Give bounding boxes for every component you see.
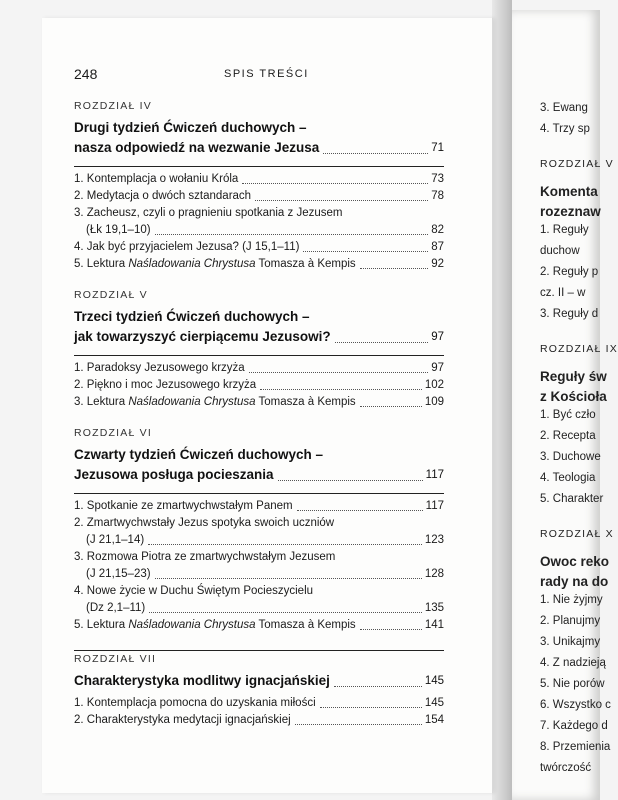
page-ref: 141 [424,619,444,631]
table-of-contents [74,100,444,745]
right-page-fragment: 3. Unikajmy [540,636,601,648]
page-ref: 102 [424,379,444,391]
toc-entry [74,712,444,729]
chapter-block [74,427,444,634]
right-page-fragment: ROZDZIAŁ X [540,528,614,540]
chapter-title [74,307,444,347]
chapter-title-line [74,138,444,158]
entry-text: 1. Paradoksy Jezusowego krzyża [74,362,245,374]
page-header [74,66,474,86]
right-page-fragment: 5. Nie porów [540,678,605,690]
chapter-title [74,445,444,485]
dot-leader [255,200,428,201]
toc-entry [74,532,444,549]
right-page-fragment: 1. Nie żyjmy [540,594,603,606]
entry-line: 2. Zmartwychwstały Jezus spotyka swoich uczniów [74,517,335,529]
chapter-entries [74,360,444,411]
book-gutter [492,0,512,800]
toc-entry [74,171,444,188]
toc-entry [74,256,444,273]
entry-line: 4. Nowe życie w Duchu Świętym Pocieszycielu [74,585,314,597]
entry-text: 5. Lektura Naśladowania Chrystusa Tomasza à Kempis [74,258,356,270]
entry-text: 1. Kontemplacja o wołaniu Króla [74,173,239,185]
chapter-block [74,650,444,729]
right-page-fragment: duchow [540,245,580,257]
entry-text: jak towarzyszyć cierpiącemu Jezusowi? [74,329,331,344]
chapter-title-line [74,465,444,485]
chapter-rule [74,493,444,494]
dot-leader [303,251,428,252]
right-page-fragment: 2. Planujmy [540,615,601,627]
page-ref: 117 [425,469,444,481]
toc-entry [74,377,444,394]
entry-text: (Dz 2,1–11) [86,602,146,614]
chapter-rule [74,166,444,167]
chapter-title [74,671,444,691]
right-page-fragment: rady na do [540,574,609,589]
entry-text: Charakterystyka modlitwy ignacjańskiej [74,673,330,688]
dot-leader [242,183,428,184]
italic-title: Naśladowania Chrystusa [128,619,256,631]
right-page-fragment: ROZDZIAŁ IX [540,343,618,355]
chapter-entries [74,171,444,273]
right-page-fragment: 3. Duchowe [540,451,601,463]
toc-entry [74,600,444,617]
page-ref: 109 [424,396,444,408]
right-page-fragment: Owoc reko [540,554,610,569]
entry-text: 5. Lektura Naśladowania Chrystusa Tomasza à Kempis [74,619,356,631]
chapter-label: ROZDZIAŁ VI [74,427,152,439]
page-ref: 123 [424,534,444,546]
page-ref: 92 [431,258,444,270]
italic-title: Naśladowania Chrystusa [128,258,256,270]
toc-entry [74,222,444,239]
entry-text: 2. Piękno i moc Jezusowego krzyża [74,379,257,391]
entry-text: (J 21,15–23) [86,568,151,580]
entry-line: 3. Rozmowa Piotra ze zmartwychwstałym Jezusem [74,551,336,563]
right-page-fragment: 6. Wszystko c [540,699,611,711]
entry-text: 2. Medytacja o dwóch sztandarach [74,190,252,202]
page-ref: 128 [424,568,444,580]
dot-leader [360,268,429,269]
dot-leader [155,234,429,235]
toc-entry [74,239,444,256]
right-page-fragment: cz. II – w [540,287,586,299]
toc-entry [74,498,444,515]
right-page-fragment: twórczość [540,762,592,774]
page-ref: 82 [431,224,444,236]
dot-leader [320,707,422,708]
right-page-fragment: 5. Charakter [540,493,604,505]
dot-leader [334,686,422,687]
right-page-fragment: Reguły św [540,369,607,384]
right-page-fragment: ROZDZIAŁ V [540,158,614,170]
page-ref: 117 [425,500,444,512]
chapter-title-line [74,671,444,691]
toc-entry [74,360,444,377]
entry-text: 3. Lektura Naśladowania Chrystusa Tomasza à Kempis [74,396,356,408]
page-ref: 73 [431,173,444,185]
right-page-fragment: 4. Z nadzieją [540,657,606,669]
right-page [512,10,618,800]
dot-leader [297,510,423,511]
page-number: 248 [74,66,98,82]
entry-text: 4. Jak być przyjacielem Jezusa? (J 15,1–11) [74,241,300,253]
chapter-label: ROZDZIAŁ IV [74,100,152,112]
page-ref: 97 [431,362,444,374]
chapter-title-line: Drugi tydzień Ćwiczeń duchowych – [74,120,307,135]
dot-leader [360,406,422,407]
dot-leader [149,612,422,613]
dot-leader [278,480,423,481]
chapter-label: ROZDZIAŁ VII [74,653,157,665]
toc-entry [74,394,444,411]
toc-entry [74,695,444,712]
dot-leader [323,153,428,154]
entry-text: 1. Spotkanie ze zmartwychwstałym Panem [74,500,293,512]
dot-leader [260,389,422,390]
right-page-fragment: 2. Recepta [540,430,596,442]
right-page-fragment: 7. Każdego d [540,720,608,732]
chapter-block [74,289,444,411]
entry-text: nasza odpowiedź na wezwanie Jezusa [74,140,320,155]
right-page-fragment: rozeznaw [540,204,601,219]
chapter-block [74,100,444,273]
page-ref: 71 [431,142,444,154]
right-page-fragment: z Kościoła [540,389,607,404]
right-page-fragment: 1. Reguły [540,224,589,236]
right-page-fragment: 1. Być czło [540,409,596,421]
chapter-rule [74,650,444,651]
page-ref: 135 [424,602,444,614]
chapter-title-line [74,327,444,347]
dot-leader [335,342,429,343]
italic-title: Naśladowania Chrystusa [128,396,256,408]
entry-text: (Łk 19,1–10) [86,224,151,236]
entry-text: (J 21,1–14) [86,534,145,546]
toc-entry [74,566,444,583]
entry-text: 1. Kontemplacja pomocna do uzyskania miłości [74,697,316,709]
page-ref: 145 [424,675,444,687]
chapter-title [74,118,444,158]
dot-leader [249,372,429,373]
right-page-fragment: 8. Przemienia [540,741,611,753]
running-head: SPIS TREŚCI [224,68,309,80]
toc-entry [74,617,444,634]
page-ref: 154 [424,714,444,726]
dot-leader [360,629,422,630]
right-page-fragment: 3. Ewang [540,102,588,114]
page-ref: 97 [431,331,444,343]
chapter-title-line: Trzeci tydzień Ćwiczeń duchowych – [74,309,310,324]
right-page-fragment: 3. Reguły d [540,308,599,320]
chapter-entries [74,695,444,729]
right-page-fragment: 4. Teologia [540,472,596,484]
page-ref: 87 [431,241,444,253]
page-ref: 78 [431,190,444,202]
chapter-title-line: Czwarty tydzień Ćwiczeń duchowych – [74,447,324,462]
dot-leader [155,578,422,579]
right-page-fragment: 2. Reguły p [540,266,599,278]
dot-leader [295,724,422,725]
entry-text: 2. Charakterystyka medytacji ignacjańskiej [74,714,291,726]
chapter-label: ROZDZIAŁ V [74,289,148,301]
right-page-fragment: 4. Trzy sp [540,123,590,135]
right-page-fragment: Komenta [540,184,598,199]
chapter-entries [74,498,444,634]
toc-entry [74,188,444,205]
chapter-rule [74,355,444,356]
page-ref: 145 [424,697,444,709]
dot-leader [148,544,422,545]
entry-line: 3. Zacheusz, czyli o pragnieniu spotkania z Jezusem [74,207,343,219]
entry-text: Jezusowa posługa pocieszania [74,467,274,482]
